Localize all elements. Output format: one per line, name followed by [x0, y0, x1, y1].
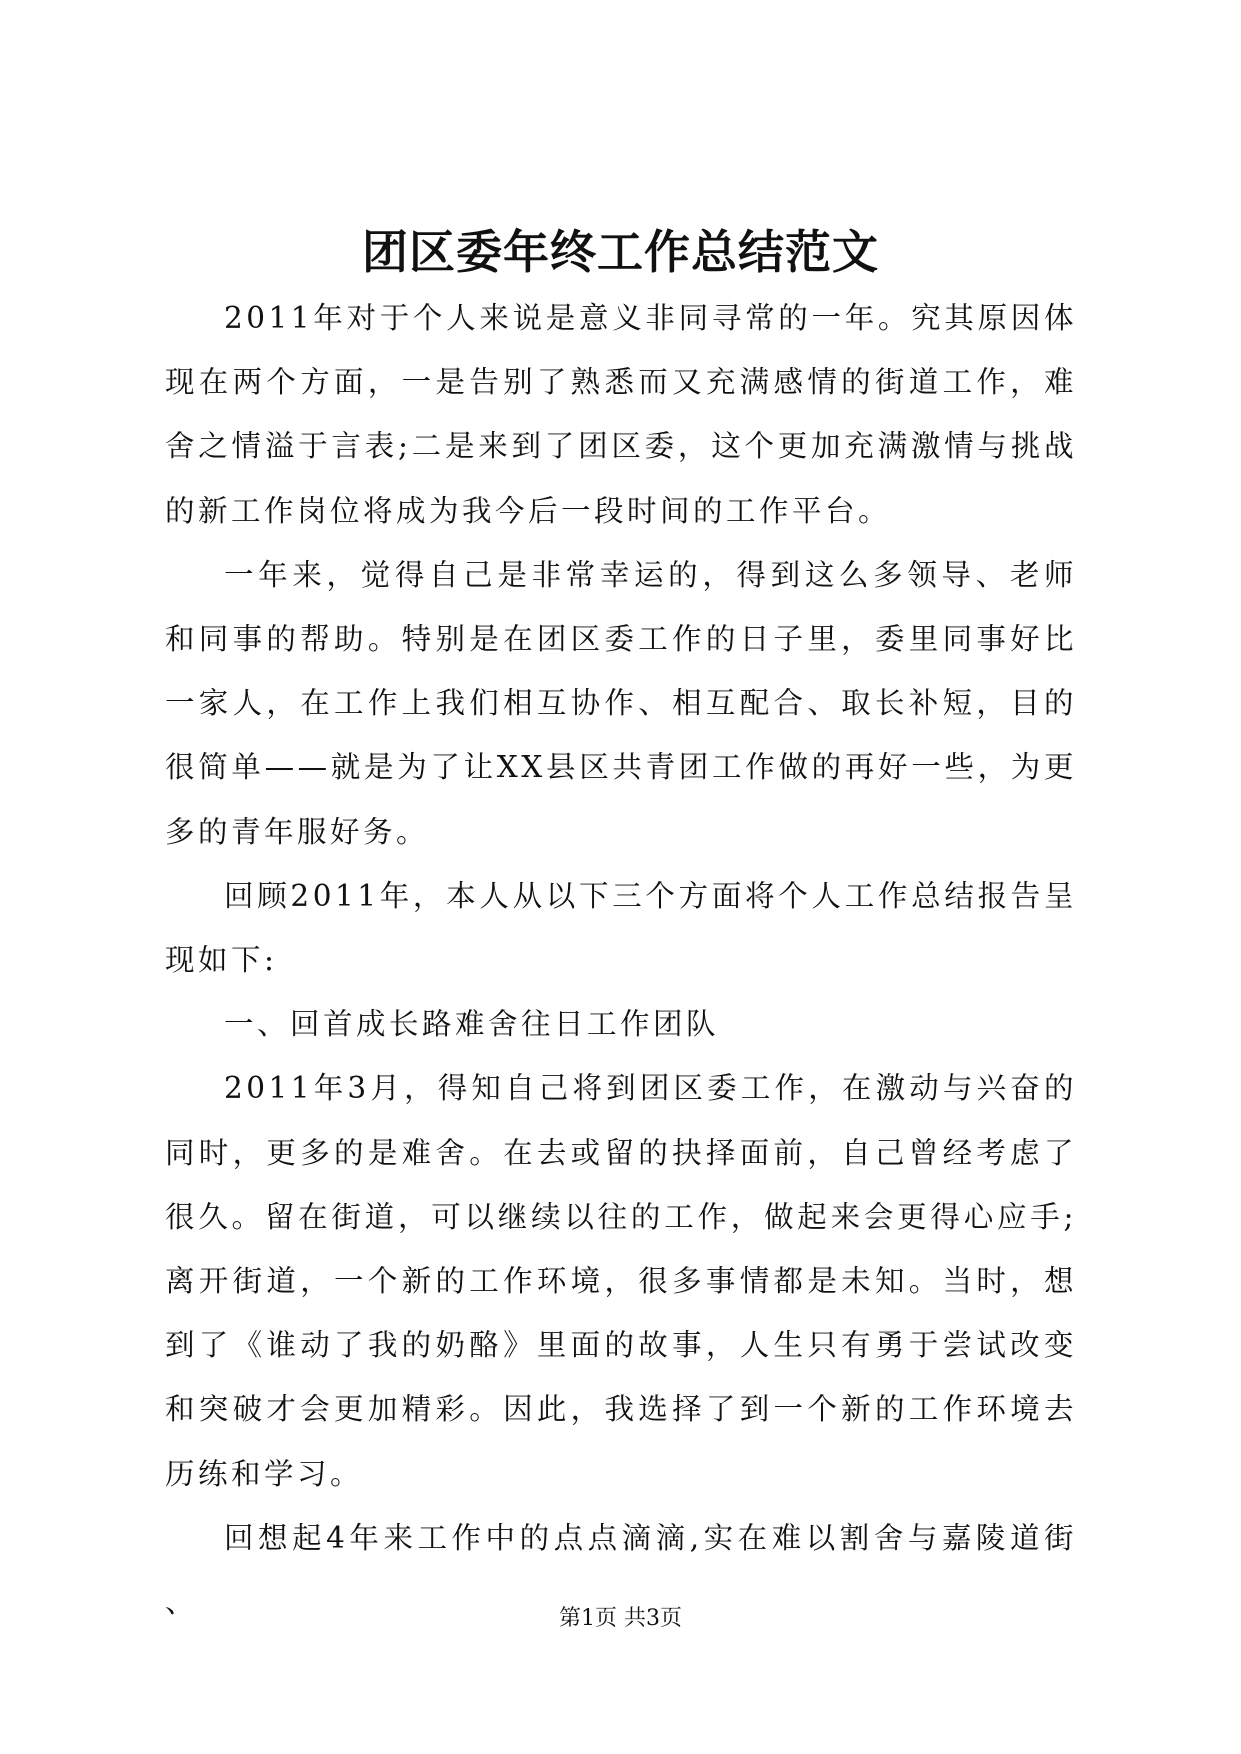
document-body	[165, 286, 1077, 1634]
paragraph: 2011年3月，得知自己将到团区委工作，在激动与兴奋的同时，更多的是难舍。在去或留的抉择面前，自己曾经考虑了很久。留在街道，可以继续以往的工作，做起来会更得心应手;离开街道，一个新的工作环境，很多事情都是未知。当时，想到了《谁动了我的奶酪》里面的故事，人生只有勇于尝试改变和突破才会更加精彩。因此，我选择了到一个新的工作环境去历练和学习。	[165, 1071, 1077, 1491]
paragraph: 回顾2011年，本人从以下三个方面将个人工作总结报告呈现如下:	[165, 878, 1077, 978]
document-title: 团区委年终工作总结范文	[362, 225, 879, 279]
section-heading: 一、回首成长路难舍往日工作团队	[224, 1007, 720, 1042]
paragraph: 回想起4年来工作中的点点滴滴,实在难以割舍与嘉陵道街、	[165, 1520, 1077, 1620]
page-footer: 第1页 共3页	[559, 1606, 682, 1631]
paragraph: 一年来，觉得自己是非常幸运的，得到这么多领导、老师和同事的帮助。特别是在团区委工作的日子里，委里同事好比一家人，在工作上我们相互协作、相互配合、取长补短，目的很简单——就是为了让XX县区共青团工作做的再好一些，为更多的青年服好务。	[165, 557, 1077, 849]
paragraph: 2011年对于个人来说是意义非同寻常的一年。究其原因体现在两个方面，一是告别了熟悉而又充满感情的街道工作，难舍之情溢于言表;二是来到了团区委，这个更加充满激情与挑战的新工作岗位将成为我今后一段时间的工作平台。	[165, 301, 1077, 528]
